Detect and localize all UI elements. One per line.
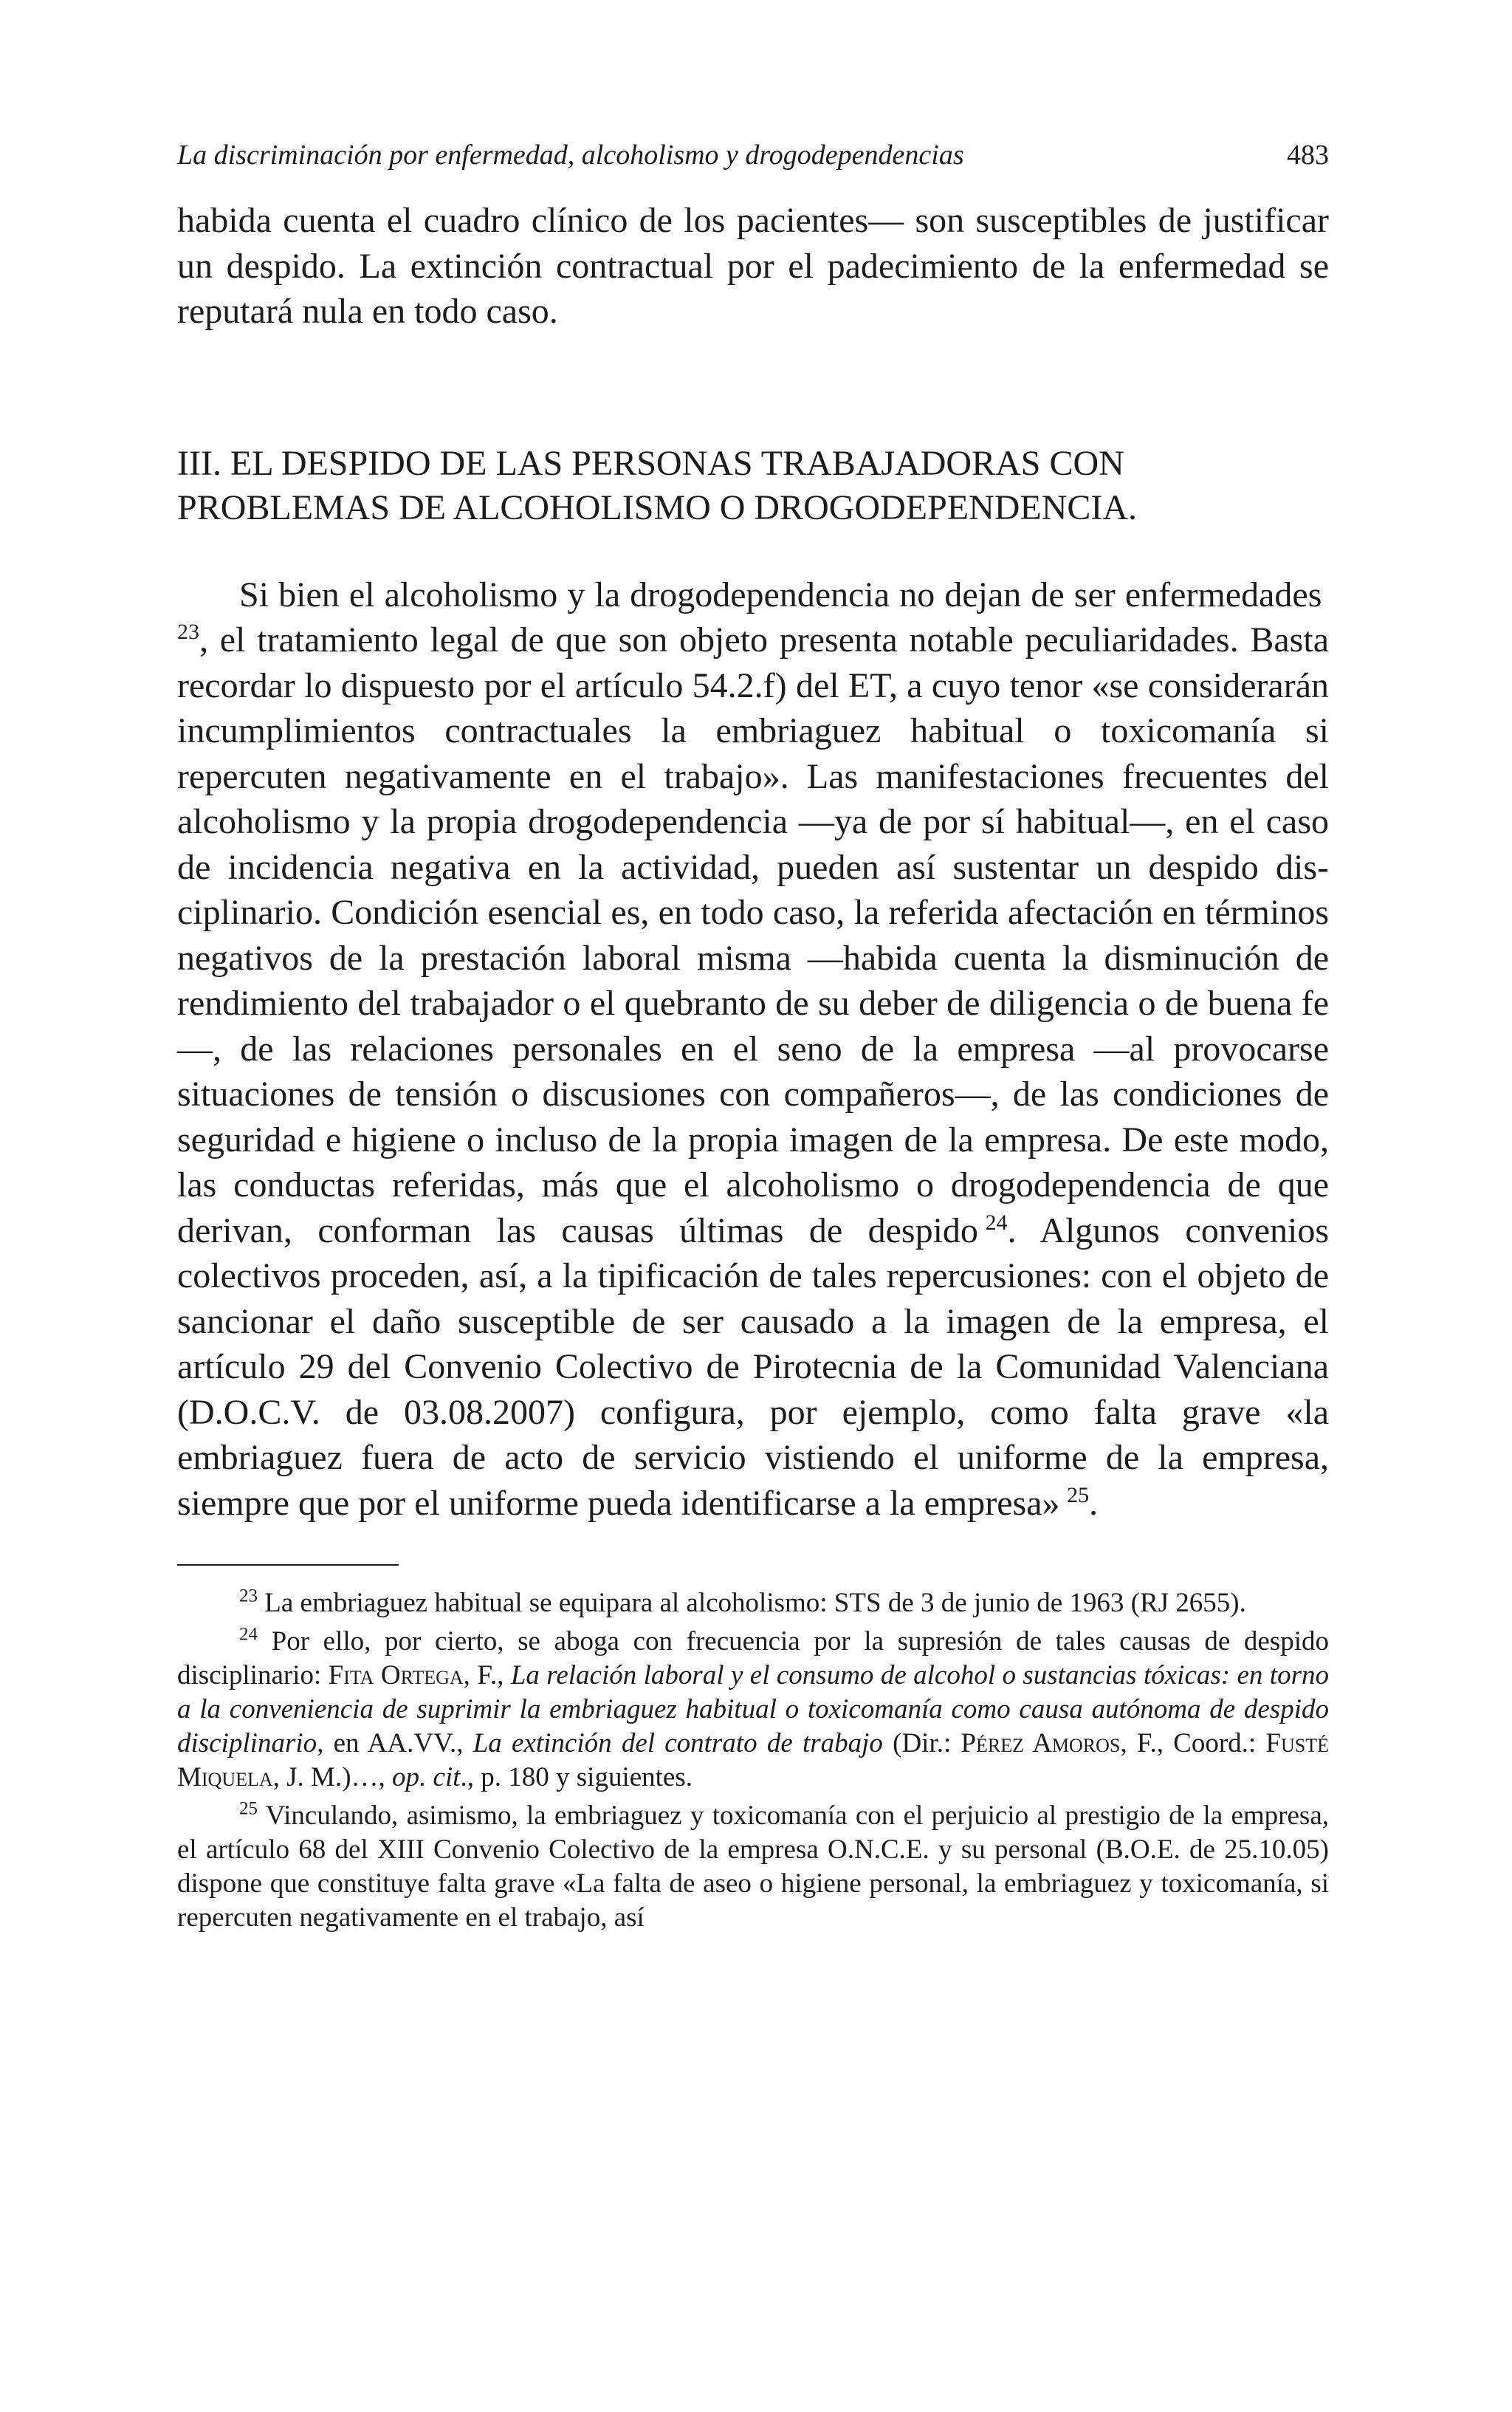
footnote-text: (Dir.: <box>882 1728 961 1758</box>
section-heading-line-1: III. EL DESPIDO DE LAS PERSONAS TRABAJADORAS CON <box>177 443 1124 483</box>
footnote-text: en AA.VV., <box>323 1728 473 1758</box>
footnote-number: 24 <box>239 1624 258 1645</box>
paragraph-text-3: . Algunos convenios colectivos proceden, así, a la tipificación de tales repercusiones: con el objeto de sancionar el daño susceptible de ser causado a la imagen de la empresa, el artículo 29 del Convenio Colectivo de Pirotecnia de la Comunidad Valenciana (D.O.C.V. de 03.08.2007) configura, por ejemplo, como falta grave «la embriaguez fuera de acto de servicio vistiendo el uniforme de la empresa, siempre que por el uniforme pueda identificarse a la empresa» <box>177 1210 1330 1523</box>
footnotes <box>177 1586 1329 1935</box>
footnote-23 <box>177 1586 1329 1620</box>
footnote-number: 25 <box>239 1798 258 1819</box>
paragraph-text-1: Si bien el alcoholismo y la drogodependencia no dejan de ser enfermedades <box>239 575 1322 614</box>
section-heading-line-2: PROBLEMAS DE ALCOHOLISMO O DROGODEPENDENCIA. <box>177 487 1138 527</box>
footnote-text: , J. M.)…, <box>272 1762 393 1792</box>
main-text <box>177 198 1329 1526</box>
footnote-text: , F., Coord.: <box>1120 1728 1266 1758</box>
section-heading <box>177 442 1329 530</box>
body-paragraph <box>177 572 1329 1527</box>
footnote-ref-24[interactable]: 24 <box>985 1210 1008 1235</box>
footnote-text: La embriaguez habitual se equipara al alcoholismo: STS de 3 de junio de 1963 (RJ 2655). <box>258 1588 1246 1618</box>
footnote-ref-23[interactable]: 23 <box>177 620 199 644</box>
paragraph-text-4: . <box>1089 1483 1099 1523</box>
footnote-title: La extinción del contrato de trabajo <box>472 1728 883 1758</box>
footnote-text: ., p. 180 y siguientes. <box>460 1762 693 1792</box>
footnote-separator <box>177 1564 399 1566</box>
continuation-paragraph: habida cuenta el cuadro clínico de los pacientes— son susceptibles de justificar un despido. La extinción contractual por el padecimiento de la enfermedad se reputará nula en todo caso. <box>177 201 1329 331</box>
footnote-25 <box>177 1799 1329 1935</box>
page-body <box>177 133 1329 1939</box>
running-head <box>177 133 1329 177</box>
footnote-number: 23 <box>239 1586 258 1606</box>
footnote-author: Fusté Miquela <box>177 1728 1329 1792</box>
footnote-text: Vinculando, asimismo, la embriaguez y toxicomanía con el perjuicio al prestigio de la empresa, el artículo 68 del XIII Convenio Colectivo de la empresa O.N.C.E. y su personal (B.O.E. de 25.10.05) dispone que constituye falta grave «La falta de aseo o higiene personal, la embriaguez y toxicomanía, si repercuten negativamente en el trabajo, así <box>177 1801 1329 1933</box>
footnote-author: Fita Ortega <box>328 1660 464 1690</box>
footnote-author: Pérez Amoros <box>961 1728 1121 1758</box>
footnote-title: La relación laboral y el consumo de alcohol o sustancias tóxicas: en torno a la conveniencia de suprimir la embriaguez habitual o toxicomanía como causa autónoma de despido disciplinario, <box>177 1660 1329 1758</box>
footnote-op-cit: op. cit <box>392 1762 461 1792</box>
paragraph-text-2: , el tratamiento legal de que son objeto presenta notable peculiaridades. Basta recordar lo dispuesto por el artículo 54.2.f) del ET, a cuyo tenor «se considerarán incumplimientos contractuales la embriaguez habitual o toxicomanía si repercuten negativamente en el trabajo». Las manifestaciones frecuentes del alcoholismo y la propia drogodependencia —ya de por sí habitual—, en el caso de incidencia negativa en la actividad, pueden así sustentar un despido disciplinario. Condición esencial es, en todo caso, la referida afectación en términos negativos de la prestación laboral misma —habida cuenta la disminución de rendimiento del trabajador o el quebranto de su deber de diligencia o de buena fe—, de las relaciones personales en el seno de la empresa —al provocarse situaciones de tensión o discusiones con compañeros—, de las condiciones de seguridad e higiene o incluso de la propia imagen de la empresa. De este modo, las conductas referidas, más que el alcoholismo o drogodependencia de que derivan, conforman las causas últimas de despido <box>177 620 1329 1250</box>
footnote-text: , F., <box>463 1660 511 1690</box>
running-title: La discriminación por enfermedad, alcoholismo y drogodependencias <box>177 140 964 171</box>
footnote-ref-25[interactable]: 25 <box>1067 1482 1090 1507</box>
footnote-24 <box>177 1625 1329 1795</box>
footnote-text: Por ello, por cierto, se aboga con frecuencia por la supresión de tales causas de despido disciplinario: <box>177 1626 1329 1690</box>
page-number: 483 <box>1287 140 1329 171</box>
